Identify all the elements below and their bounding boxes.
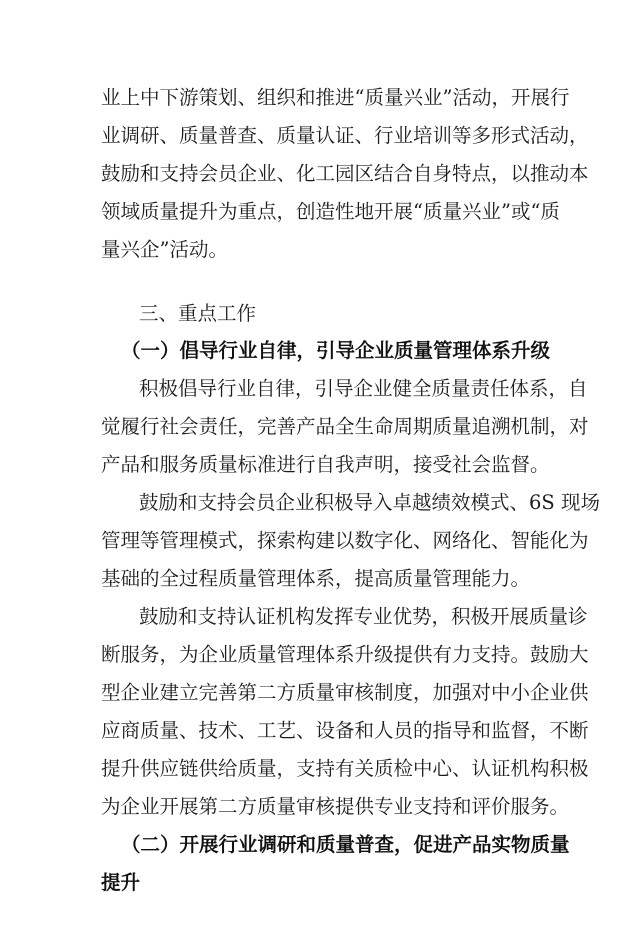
subsection-heading: （二）开展行业调研和质量普查，促进产品实物质量 [121,833,570,856]
paragraph-line: 断服务，为企业质量管理体系升级提供有力支持。鼓励大 [101,643,589,666]
section-heading: 三、重点工作 [139,302,257,325]
subsection-heading-continued: 提升 [101,871,141,894]
paragraph-line: 型企业建立完善第二方质量审核制度，加强对中小企业供 [101,681,589,704]
paragraph-line: 业调研、质量普查、质量认证、行业培训等多形式活动， [101,124,589,147]
paragraph-line: 管理等管理模式，探索构建以数字化、网络化、智能化为 [101,529,589,552]
paragraph-line: 鼓励和支持会员企业积极导入卓越绩效模式、6S 现场 [139,491,600,514]
paragraph-line: 产品和服务质量标准进行自我声明，接受社会监督。 [101,453,550,476]
paragraph-line: 领域质量提升为重点，创造性地开展“质量兴业”或“质 [101,200,560,223]
paragraph-line: 业上中下游策划、组织和推进“质量兴业”活动，开展行 [101,86,570,109]
paragraph-line: 为企业开展第二方质量审核提供专业支持和评价服务。 [101,795,570,818]
paragraph-line: 量兴企”活动。 [101,238,228,261]
paragraph-line: 基础的全过程质量管理体系，提高质量管理能力。 [101,567,531,590]
subsection-heading: （一）倡导行业自律，引导企业质量管理体系升级 [121,339,551,362]
paragraph-line: 鼓励和支持认证机构发挥专业优势，积极开展质量诊 [139,605,588,628]
paragraph-line: 提升供应链供给质量，支持有关质检中心、认证机构积极 [101,757,589,780]
paragraph-line: 积极倡导行业自律，引导企业健全质量责任体系，自 [139,377,588,400]
paragraph-line: 觉履行社会责任，完善产品全生命周期质量追溯机制，对 [101,415,589,438]
paragraph-line: 鼓励和支持会员企业、化工园区结合自身特点，以推动本 [101,162,589,185]
paragraph-line: 应商质量、技术、工艺、设备和人员的指导和监督，不断 [101,719,589,742]
